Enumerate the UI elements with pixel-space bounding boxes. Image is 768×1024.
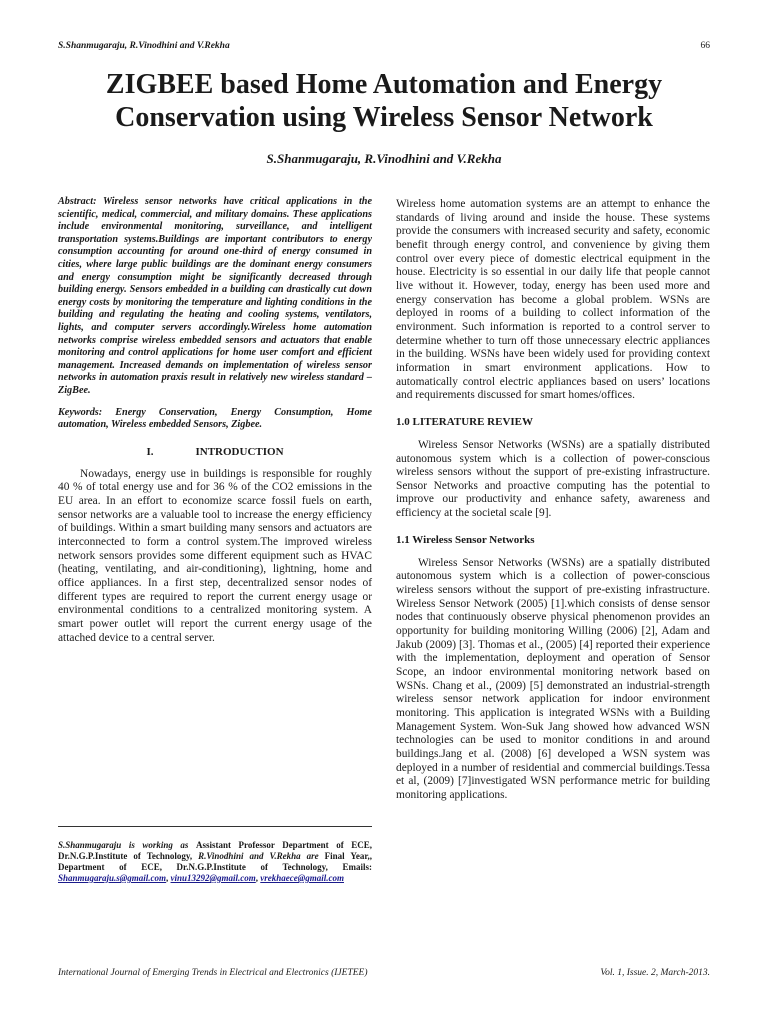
paper-title: ZIGBEE based Home Automation and Energy Conservation using Wireless Sensor Network	[105, 69, 663, 133]
email-link[interactable]: vinu13292@gmail.com	[170, 873, 256, 883]
page-number: 66	[700, 41, 710, 51]
keywords: Keywords: Energy Conservation, Energy Consumption, Home automation, Wireless embedded Sensors, Zigbee.	[58, 406, 372, 431]
footnote-separator: ,	[166, 873, 171, 883]
wsn-heading: 1.1 Wireless Sensor Networks	[396, 533, 535, 546]
literature-review-text: Wireless Sensor Networks (WSNs) are a spatially distributed autonomous system which is a collection of power-conscious wireless sensors without the support of pre-existing infrastructure. Sensor Networks and proactive computing has the potential to improve our productivity and enhance safety, awareness and efficiency at the societal scale [9].	[396, 438, 710, 520]
running-head	[58, 41, 710, 51]
right-column	[396, 196, 710, 803]
journal-name: International Journal of Emerging Trends in Electrical and Electronics (IJETEE)	[58, 968, 368, 978]
email-link[interactable]: Shanmugaraju.s@gmail.com	[58, 873, 167, 883]
paper-authors: S.Shanmugaraju, R.Vinodhini and V.Rekha	[266, 151, 502, 166]
email-link[interactable]: vrekhaece@gmail.com	[260, 873, 344, 883]
section-heading-introduction	[58, 446, 372, 458]
section-title: INTRODUCTION	[195, 445, 284, 458]
footnote-part: Final Year,, Department of ECE, Dr.N.G.P.Institute of Technology, Emails:	[58, 851, 372, 872]
wsn-text: Wireless Sensor Networks (WSNs) are a spatially distributed autonomous system which is a collection of power-conscious wireless sensors without the support of pre-existing infrastructure. Wireless Sensor Network (2005) [1].which consists of dense sensor nodes that continuously observe physical phenomenon provides an opportunity for building monitoring Willing (2006) [2], Adam and Jakub (2009) [3]. Thomas et al., (2005) [4] reported their experience with the implementation, deployment and operation of Sensor Scope, an indoor environmental monitoring network based on WSNs. Chang et al., (2009) [5] demonstrated an industrial-strength wireless sensor network application for indoor environment monitoring. This application is integrated WSNs with a Building Management System. Won-Suk Jang showed how advanced WSN technologies can be used to monitor conditions in and around buildings.Jang et al. (2008) [6] developed a WSN system was deployed in a number of residential and commercial buildings.Tessa et al, (2009) [7]investigated WSN performance metric for building monitoring applications.	[396, 556, 710, 801]
section-number: I.	[146, 445, 154, 458]
right-intro-text: Wireless home automation systems are an attempt to enhance the standards of living around and inside the house. These systems provide the consumers with increased security and safety, economic benefit through energy control, and convenience by giving them control over every piece of domestic electrical equipment in the house. Electricity is so essential in our daily life that people cannot live without it. However, today, energy has been used more and energy conservation has become a global problem. WSNs are deployed in rooms of a building to collect information of the environment. Such information is reported to a control server to determine whether to turn off those unnecessary electric appliances in the building. WSNs have been widely used for providing context information in smart environment applications. How to automatically control electric appliances based on users’ locations and requirements discussed for smart homes/offices.	[396, 198, 710, 402]
introduction-text: Nowadays, energy use in buildings is responsible for roughly 40 % of total energy use and for 36 % of the CO2 emissions in the EU area. In an effort to economize scarce fossil fuels on earth, sensor networks are a valuable tool to increase the energy efficiency of buildings. Within a smart building many sensors and actuators are interconnected to form a control system.The improved wireless network sensors provides some different equipment such as HVAC (heating, ventilating, and air-conditioning), lightning, home and office appliances. In a first step, decentralized sensor nodes of different types are required to report the current energy usage or environmental conditions to a centralized monitoring system. A smart power outlet will report the current energy usage of the attached device to a central server.	[58, 467, 372, 644]
running-head-authors: S.Shanmugaraju, R.Vinodhini and V.Rekha	[58, 41, 230, 51]
issue-info: Vol. 1, Issue. 2, March-2013.	[600, 968, 710, 978]
footnote-part: Assistant Professor Department of ECE, Dr.N.G.P.Institute of Technology,	[58, 840, 372, 861]
footnote-separator: ,	[255, 873, 261, 883]
footnote-part: S.Shanmugaraju is working as	[58, 840, 196, 850]
literature-review-heading: 1.0 LITERATURE REVIEW	[396, 415, 534, 428]
left-column	[58, 196, 372, 645]
footnote-divider	[58, 826, 372, 827]
footnote-part: R.Vinodhini and V.Rekha are	[198, 851, 325, 861]
page-footer	[58, 968, 710, 978]
abstract: Abstract: Wireless sensor networks have critical applications in the scientific, medical, commercial, and military domains. These applications include environmental monitoring, surveillance, and intelligent transportation systems.Buildings are important contributors to energy consumption accounting for around one-third of energy consumed in cities, where large public buildings are the dominant energy consumers and energy consumption might be significantly decreased through building energy. Sensors embedded in a building can drastically cut down energy costs by monitoring the temperature and lighting conditions in the building and regulating the heating and cooling systems, ventilators, lights, and computer servers accordingly.Wireless home automation networks comprise wireless embedded sensors and actuators that enable monitoring and control applications for home user comfort and efficient management. Increased demands on implementation of wireless sensor networks in automation praxis result in relatively new wireless standard – ZigBee.	[58, 196, 372, 396]
author-footnote	[58, 840, 372, 884]
